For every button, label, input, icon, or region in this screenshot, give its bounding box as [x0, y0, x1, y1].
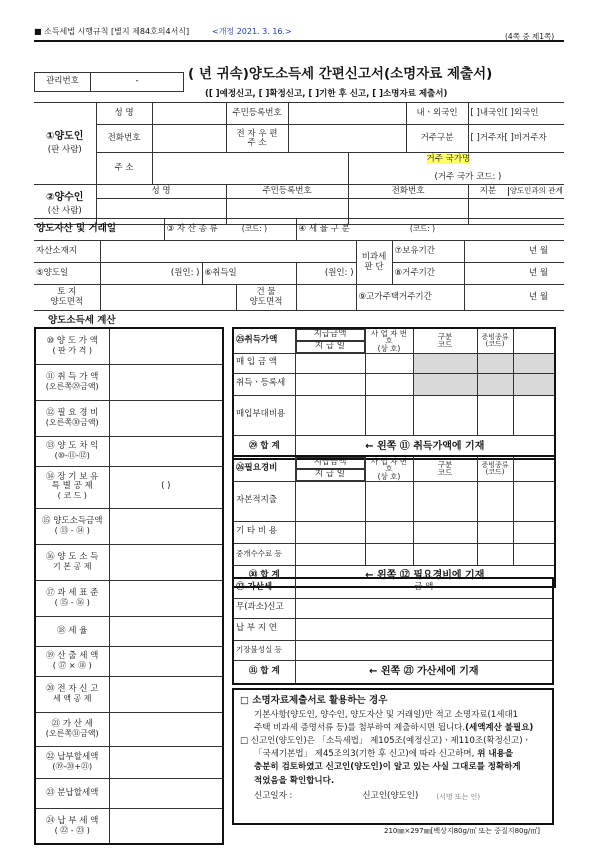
building-area-field[interactable]: [296, 285, 356, 311]
expense-biz-3[interactable]: [413, 543, 477, 565]
acquire-biz-2: [413, 373, 477, 395]
penalty-amount-2[interactable]: [295, 618, 553, 640]
parties-table: [34, 102, 564, 225]
calc-value[interactable]: [109, 544, 223, 580]
calc-row: [35, 364, 223, 400]
transferee-col-share: 지분: [469, 187, 509, 197]
calc-label: ⑫ 필 요 경 비: [46, 407, 99, 418]
expense-amount-3[interactable]: [295, 543, 365, 565]
calc-label: ⑱ 세 율: [57, 625, 88, 636]
email-label: 전 자 우 편 주 소: [226, 125, 288, 153]
acquire-col-date: 지 급 일: [296, 341, 365, 353]
calc-title: 양도소득세 계산: [48, 315, 116, 326]
asset-type-code: (코드: ): [241, 223, 268, 233]
notice-body-6: 적었음을 확인합니다.: [254, 775, 335, 786]
expense-col-code: 구분 코드: [413, 456, 477, 481]
calc-label: ⑪ 취 득 가 액: [46, 371, 99, 382]
calc-value[interactable]: [109, 436, 223, 466]
land-area-field[interactable]: [100, 285, 236, 311]
calc-label-cell: [35, 778, 109, 808]
expense-biz-2[interactable]: [413, 521, 477, 543]
calc-row: [35, 436, 223, 466]
penalty-amount-3[interactable]: [295, 640, 553, 660]
calc-label-cell: [35, 400, 109, 436]
acquire-col-amount: 지급금액: [296, 329, 365, 341]
notice-body-2: 주택 비과세 증명서류 등)를 첨부하여 제출하시면 됩니다.: [254, 722, 466, 733]
transferor-name-label: 성 명: [96, 103, 152, 125]
expense-code-2[interactable]: [477, 521, 513, 543]
penalty-row-late: 납 부 지 연: [233, 618, 295, 640]
phone-label: 전화번호: [96, 125, 152, 153]
calc-sublabel: ( ⑮ - ⑯ ): [54, 597, 90, 607]
calc-value[interactable]: [109, 646, 223, 676]
calc-sublabel: (오른쪽㉛금액): [45, 728, 99, 738]
expense-amount-1[interactable]: [295, 481, 365, 521]
calc-value[interactable]: [109, 676, 223, 712]
regulation-text: ■ 소득세법 시행규칙 [별지 제84호의4서식]: [34, 27, 190, 36]
asset-table: [34, 218, 564, 311]
acquire-date-2[interactable]: [365, 373, 413, 395]
calc-label: ⑩ 양 도 가 액: [46, 336, 98, 347]
transferee-col-name: 성 명: [96, 185, 226, 199]
residence-label: 거주구분: [406, 125, 468, 153]
expense-proof-3[interactable]: [513, 543, 555, 565]
country-cell[interactable]: [348, 153, 564, 185]
calc-sublabel: ( ⑰ × ⑱ ): [52, 660, 92, 670]
calc-label-cell: [35, 712, 109, 746]
expense-amount-2[interactable]: [295, 521, 365, 543]
calc-value[interactable]: [109, 400, 223, 436]
calc-value[interactable]: [109, 746, 223, 778]
acquire-col-code: 구분 코드: [413, 328, 477, 353]
transferor-rrn-label: 주민등록번호: [226, 103, 288, 125]
country-label: 거주 국가명: [426, 154, 471, 164]
transfer-reason[interactable]: (원인: ): [100, 263, 202, 285]
calc-value[interactable]: [109, 328, 223, 364]
calc-label-cell: [35, 508, 109, 544]
calc-label-cell: [35, 676, 109, 712]
domestic-options[interactable]: [ ]내국인[ ]외국인: [468, 103, 564, 125]
building-area-label: 건 물 양도면적: [236, 285, 296, 311]
calc-label: ㉒ 납부할세액: [46, 751, 99, 762]
acquire-total-note: ← 왼쪽 ⑪ 취득가액에 기재: [295, 435, 555, 459]
page-info: (4쪽 중 제1쪽): [505, 32, 555, 41]
asset-type-label: ③ 자 산 종 류: [166, 223, 218, 234]
calc-sublabel: 세 액 공 제: [52, 693, 92, 703]
acquire-biz-1: [413, 353, 477, 373]
acquire-proof-3[interactable]: [513, 395, 555, 435]
expense-row-capital: 자본적지출: [233, 481, 295, 521]
expense-col-amount: 지급금액: [296, 457, 365, 469]
notice-box: [232, 688, 554, 825]
acquire-head: ㉕취득가액: [233, 328, 295, 353]
calc-label: ⑳ 전 자 신 고: [46, 683, 99, 694]
calc-label-cell: [35, 466, 109, 508]
penalty-row-bookkeeping: 기장불성실 등: [233, 640, 295, 660]
expense-row-other: 기 타 비 용: [233, 521, 295, 543]
transferee-sub: (산 사람): [47, 205, 82, 216]
header-rule: [34, 40, 564, 42]
transferee-label: ②양수인: [46, 192, 84, 204]
country-code: (거주 국가 코드: ): [434, 171, 502, 182]
notice-body-5: 충분히 검토하였고 신고인(양도인)이 알고 있는 사실 그대로를 정확하게: [254, 762, 521, 773]
calc-label-cell: [35, 436, 109, 466]
location-label: 자산소재지: [34, 241, 100, 263]
calc-row: [35, 616, 223, 646]
revision-text: <개정 2021. 3. 16.>: [212, 27, 292, 36]
calc-sublabel: (오른쪽㉚금액): [45, 417, 99, 427]
form-title: ( 년 귀속)양도소득세 간편신고서(소명자료 제출서): [188, 66, 493, 82]
calc-value[interactable]: [109, 778, 223, 808]
calc-row: [35, 646, 223, 676]
mgmt-label: 관리번호: [35, 73, 91, 92]
luxury-label: ⑨고가주택거주기간: [356, 285, 464, 311]
acquire-amount-3[interactable]: [295, 395, 365, 435]
penalty-table: [232, 577, 554, 685]
calc-label: ⑰ 과 세 표 준: [46, 587, 99, 598]
exempt-label: 비과세 판 단: [356, 241, 392, 285]
residence-period-label: ⑧거주기간: [392, 263, 464, 285]
acquire-proof-1: [513, 353, 555, 373]
calc-label-cell: [35, 328, 109, 364]
penalty-amount-label: 금 액: [295, 578, 553, 598]
acquire-date-3[interactable]: [365, 395, 413, 435]
calc-label-cell: [35, 580, 109, 616]
sign-note[interactable]: (서명 또는 인): [436, 793, 481, 802]
acquire-date-1[interactable]: [365, 353, 413, 373]
penalty-row-unfiled: 무(과소)신고: [233, 598, 295, 618]
expense-code-1[interactable]: [477, 481, 513, 521]
asset-header: 양도자산 및 거래일: [34, 219, 164, 241]
calc-value[interactable]: [109, 508, 223, 544]
calc-row: [35, 544, 223, 580]
expense-proof-1[interactable]: [513, 481, 555, 521]
acquire-col-bizno: 사 업 자 번 호 (상 호): [365, 328, 413, 353]
acquire-table: [232, 327, 556, 460]
expense-col-bizno: 사 업 자 번 호 (상 호): [365, 456, 413, 481]
transferor-sub: (판 사람): [47, 144, 82, 155]
calc-label: ⑬ 양 도 차 익: [46, 440, 99, 451]
phone-field[interactable]: [152, 125, 226, 153]
filing-date-label: 신고일자 :: [254, 790, 293, 801]
transferee-col-relation: 양도인과의 관계: [509, 185, 563, 195]
expense-col-date: 지 급 일: [296, 469, 365, 481]
notice-body-1: 기본사항(양도인, 양수인, 양도자산 및 거래일)만 적고 소명자료(1세대1: [254, 709, 519, 720]
calc-label-cell: [35, 746, 109, 778]
notice-body-4: 「국세기본법」 제45조의3(기한 후 신고)에 따라 신고하며,: [254, 749, 475, 760]
expense-head: ㉖필요경비: [233, 456, 295, 481]
transferor-label: ①양도인: [46, 131, 84, 143]
expense-date-1[interactable]: [365, 481, 413, 521]
luxury-period[interactable]: 년 월: [464, 285, 564, 311]
acquire-reason[interactable]: (원인: ): [296, 263, 356, 285]
calc-table: [34, 327, 224, 845]
calc-sublabel: (오른쪽㉙금액): [45, 381, 99, 391]
domestic-label: 내ㆍ외국인: [406, 103, 468, 125]
holding-label: ⑦보유기간: [392, 241, 464, 263]
acquire-row-purchase: 매 입 금 액: [233, 353, 295, 373]
penalty-total-note: ← 왼쪽 ㉑ 가산세에 기재: [295, 660, 553, 684]
transferor-rrn-field[interactable]: [288, 103, 406, 125]
location-field[interactable]: [100, 241, 356, 263]
email-field[interactable]: [288, 125, 406, 153]
notice-body-2-bold: (세액계산 불필요): [465, 722, 534, 733]
holding-period[interactable]: 년 월: [464, 241, 564, 263]
expense-proof-2[interactable]: [513, 521, 555, 543]
calc-row: [35, 778, 223, 808]
transferee-col-share-rel: [468, 185, 564, 199]
calc-label: ⑲ 산 출 세 액: [46, 650, 99, 661]
expense-total-note: ← 왼쪽 ⑫ 필요경비에 기재: [295, 565, 555, 587]
expense-total-label: ㉚ 합 계: [233, 565, 295, 587]
transferor-label-cell: [34, 103, 96, 185]
mgmt-value[interactable]: -: [91, 73, 184, 92]
notice-body-4-bold: 위 내용을: [474, 749, 514, 760]
transferee-col-phone: 전화번호: [348, 185, 468, 199]
penalty-head: ㉗ 가산세: [233, 578, 295, 598]
address-label: 주 소: [96, 153, 152, 185]
notice-title: □ 소명자료제출서로 활용하는 경우: [240, 695, 388, 706]
calc-sublabel: ( ⑬ - ⑭ ): [54, 525, 90, 535]
tax-type-code: (코드: ): [409, 223, 436, 233]
acquire-date-label: ⑥취득일: [202, 263, 296, 285]
transfer-date-label: ⑤양도일: [34, 263, 100, 285]
notice-body-3: □ 신고인(양도인)은 「소득세법」 제105조(예정신고)ㆍ제110조(확정신고)ㆍ: [240, 736, 531, 747]
calc-label: ⑭ 장 기 보 유 특 별 공 제: [46, 472, 99, 492]
expense-table: [232, 455, 556, 588]
calc-row: [35, 746, 223, 778]
calc-value[interactable]: [109, 580, 223, 616]
expense-row-broker: 중개수수료 등: [233, 543, 295, 565]
calc-label-cell: [35, 808, 109, 844]
calc-value[interactable]: ( ): [109, 466, 223, 508]
expense-code-3[interactable]: [477, 543, 513, 565]
calc-row: [35, 400, 223, 436]
calc-sublabel: ( ㉒ - ㉓ ): [54, 825, 90, 835]
acquire-amount-2[interactable]: [295, 373, 365, 395]
acquire-row-tax: 취득ㆍ등록세: [233, 373, 295, 395]
calc-label: ㉔ 납 부 세 액: [46, 815, 99, 826]
expense-date-3[interactable]: [365, 543, 413, 565]
residence-period[interactable]: 년 월: [464, 263, 564, 285]
calc-row: [35, 466, 223, 508]
calc-row: [35, 676, 223, 712]
calc-label: ⑮ 양도소득금액: [42, 515, 103, 526]
calc-row: [35, 808, 223, 844]
land-area-label: 토 지 양도면적: [34, 285, 100, 311]
calc-row: [35, 328, 223, 364]
calc-value[interactable]: [109, 808, 223, 844]
calc-row: [35, 712, 223, 746]
calc-label-cell: [35, 646, 109, 676]
expense-col-proof: 증빙종류 (코드): [477, 456, 513, 481]
acquire-code-2: [477, 373, 513, 395]
acquire-biz-3[interactable]: [413, 395, 477, 435]
calc-sublabel: 기 본 공 제: [52, 561, 92, 571]
filing-type-options[interactable]: ([ ]예정신고, [ ]확정신고, [ ]기한 후 신고, [ ]소명자료 제출서): [205, 89, 448, 99]
expense-biz-1[interactable]: [413, 481, 477, 521]
calc-label-cell: [35, 364, 109, 400]
calc-row: [35, 508, 223, 544]
calc-label: ㉑ 가 산 세: [51, 718, 93, 729]
acquire-row-incidental: 매입부대비용: [233, 395, 295, 435]
acquire-amount-1[interactable]: [295, 353, 365, 373]
calc-value[interactable]: [109, 712, 223, 746]
calc-label-cell: [35, 544, 109, 580]
acquire-code-1: [477, 353, 513, 373]
calc-sublabel: (⑩-⑪-⑫): [54, 450, 90, 460]
transferee-col-rrn: 주민등록번호: [226, 185, 348, 199]
tax-type-cell[interactable]: [296, 219, 564, 241]
paper-spec: 210㎜×297㎜[백상지80g/㎡ 또는 중질지80g/㎡]: [384, 827, 541, 835]
tax-type-label: ④ 세 율 구 분: [298, 223, 350, 234]
calc-row: [35, 580, 223, 616]
calc-sublabel: ( 판 가 격 ): [52, 346, 93, 356]
address-field[interactable]: [152, 153, 348, 185]
residence-options[interactable]: [ ]거주자[ ]비거주자: [468, 125, 564, 153]
transferor-name-field[interactable]: [152, 103, 226, 125]
acquire-proof-2: [513, 373, 555, 395]
acquire-total-label: ㉙ 합 계: [233, 435, 295, 459]
calc-label-cell: [35, 616, 109, 646]
calc-sublabel: (⑲-⑳+㉑): [52, 761, 93, 771]
calc-label: ㉓ 분납할세액: [46, 787, 99, 798]
penalty-total-label: ㉛ 합 계: [233, 660, 295, 684]
penalty-amount-1[interactable]: [295, 598, 553, 618]
calc-label: ⑯ 양 도 소 득: [46, 551, 99, 562]
acquire-code-3[interactable]: [477, 395, 513, 435]
acquire-col-proof: 증빙종류 (코드): [477, 328, 513, 353]
asset-type-cell[interactable]: [164, 219, 296, 241]
calc-value[interactable]: [109, 364, 223, 400]
signer-label: 신고인(양도인): [362, 790, 419, 801]
calc-value[interactable]: [109, 616, 223, 646]
expense-date-2[interactable]: [365, 521, 413, 543]
mgmt-number-table: [34, 72, 184, 92]
calc-sublabel: ( 코 드 ): [57, 491, 87, 501]
